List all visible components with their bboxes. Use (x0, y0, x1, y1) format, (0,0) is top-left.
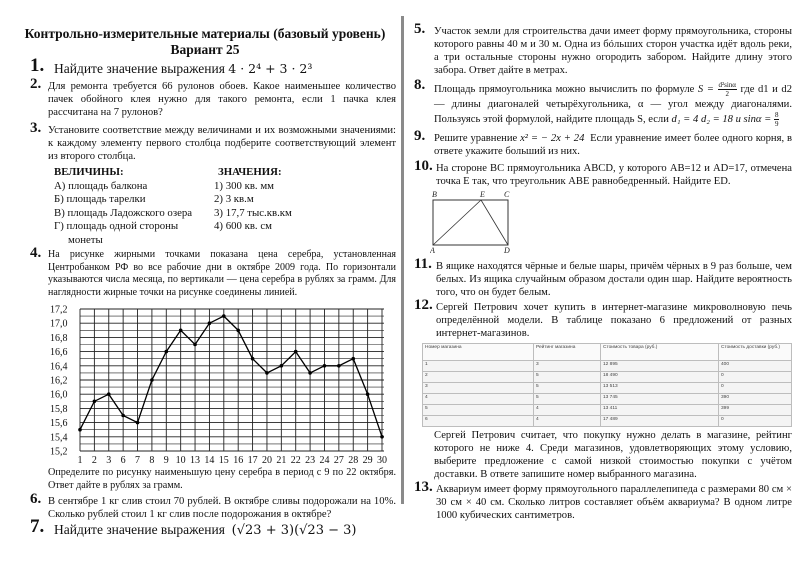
cell: 400 (719, 361, 792, 372)
question-text: Решите уравнение (434, 133, 518, 144)
question-10 (412, 158, 792, 188)
y-tick-label: 16,4 (50, 361, 68, 373)
data-point (323, 364, 327, 368)
question-text: Для ремонта требуется 66 рулонов обоев. Какое наименьшее количество пачек обойного клея нужно для такого ремонта, если 1 пачка клея рассчитана на 7 рулонов? (48, 81, 396, 118)
y-tick-label: 16,8 (50, 333, 68, 345)
data-point (78, 428, 82, 432)
cell: 5 (534, 372, 601, 383)
left-column (14, 26, 396, 540)
y-tick-label: 17,2 (50, 304, 68, 316)
item-b: Б) площадь тарелки (54, 193, 146, 205)
y-tick-label: 15,6 (50, 418, 68, 430)
item-v: В) площадь Ладожского озера (54, 206, 193, 219)
table-row (423, 372, 792, 383)
rectangle-diagram (430, 189, 792, 260)
segment-ed (481, 200, 508, 245)
x-tick-label: 28 (348, 455, 359, 467)
item-g-continued: монеты (68, 233, 103, 246)
item-a: А) площадь балкона (54, 179, 148, 192)
question-number: 6. (30, 491, 42, 508)
data-point (107, 393, 111, 397)
x-tick-label: 9 (163, 455, 169, 467)
x-tick-label: 7 (135, 455, 141, 467)
question-11 (412, 256, 792, 299)
cell: 13 513 (601, 383, 719, 394)
cell: 4 (534, 416, 601, 427)
question-number: 10. (414, 158, 433, 174)
rectangle-abcd (433, 200, 508, 245)
table-row (423, 361, 792, 372)
line-chart (20, 301, 392, 466)
question-number: 2. (30, 76, 42, 92)
value-2: 2) 3 кв.м (214, 193, 254, 205)
data-point (337, 364, 341, 368)
silver-price-chart (20, 301, 392, 466)
value-3: 3) 17,7 тыс.кв.км (214, 206, 292, 219)
right-column (412, 22, 792, 522)
question-text: Найдите значение выражения (54, 522, 225, 538)
cell: 0 (719, 372, 792, 383)
question-1 (14, 55, 396, 78)
question-number: 8. (414, 77, 426, 93)
math-expression: 4 · 2⁴ + 3 · 2³ (228, 61, 313, 76)
question-number: 3. (30, 120, 42, 136)
label-a: A (430, 246, 435, 255)
x-tick-label: 13 (190, 455, 201, 467)
condition-d1: d₁ = 4 (671, 113, 699, 125)
x-tick-label: 30 (377, 455, 387, 467)
data-point (121, 414, 125, 418)
y-tick-label: 17,0 (50, 319, 68, 331)
cell: 6 (423, 416, 534, 427)
question-text: На рисунке жирными точками показана цена серебра, установленная Центробанком РФ во все рабочие дни в октябре 2009 года. По горизонтали указываются числа месяца, по вертикали — цена серебра в рублях за грамм. Для наглядности жирные точки на рисунке соединены линией. (48, 249, 396, 298)
x-tick-label: 2 (91, 455, 97, 467)
column-a-header: ВЕЛИЧИНЫ: (54, 166, 124, 178)
x-tick-label: 1 (77, 455, 83, 467)
question-6 (14, 491, 396, 521)
question-number: 4. (30, 245, 42, 261)
variant-title: Вариант 25 (170, 42, 240, 57)
question-12 (412, 297, 792, 340)
cell: 13 411 (601, 405, 719, 416)
cell: 390 (719, 394, 792, 405)
y-tick-label: 15,2 (50, 446, 68, 458)
label-d: D (504, 246, 510, 255)
column-b-header: ЗНАЧЕНИЯ: (218, 166, 282, 178)
question-5 (412, 21, 792, 77)
header-cell: Рейтинг магазина (534, 344, 601, 361)
question-text-continued: Если уравнение имеет более одного корня, в ответе укажите больший из них. (434, 133, 792, 157)
question-7 (14, 516, 396, 540)
data-point (179, 329, 183, 333)
item-g: Г) площадь одной стороны (54, 220, 179, 232)
geometry-figure (430, 189, 550, 255)
cell: 18 490 (601, 372, 719, 383)
cell: 4 (534, 405, 601, 416)
data-point (294, 350, 298, 354)
page-title: Контрольно-измерительные материалы (базовый уровень) (24, 26, 386, 41)
x-tick-label: 10 (175, 455, 186, 467)
question-text: Участок земли для строительства дачи имеет форму прямоугольника, стороны которого равны 40 м и 30 м. Одна из бóльших сторон участка идёт вдоль реки, а три остальные стороны нужно огородить забором. Найдите длину этого забора. Ответ дайте в метрах. (434, 26, 792, 76)
question-text: На стороне BC прямоугольника ABCD, у которого AB=12 и AD=17, отмечена точка E так, что треугольник ABE равнобедренный. Найдите ED. (436, 163, 792, 187)
cell: 12 895 (601, 361, 719, 372)
cell: 3 (423, 383, 534, 394)
x-tick-label: 20 (261, 455, 272, 467)
question-8 (412, 77, 792, 128)
x-tick-label: 24 (319, 455, 330, 467)
data-point (136, 421, 140, 425)
table-row (423, 383, 792, 394)
header-cell: Номер магазина (423, 344, 534, 361)
table-header-row (423, 344, 792, 361)
x-tick-label: 16 (233, 455, 244, 467)
y-tick-label: 16,6 (50, 347, 68, 359)
table-row (423, 405, 792, 416)
equation: x² = − 2x + 24 (520, 133, 585, 144)
data-point (308, 371, 312, 375)
question-13 (412, 479, 792, 522)
cell: 1 (423, 361, 534, 372)
data-point (164, 350, 168, 354)
question-text: В сентябре 1 кг слив стоил 70 рублей. В октябре сливы подорожали на 10%. Сколько рублей стоил 1 кг слив после подорожания в октябре? (48, 496, 396, 521)
question-text: В ящике находятся чёрные и белые шары, причём чёрных в 9 раз больше, чем белых. Из ящика случайным образом достали один шар. Найдите вероятность того, что он будет белым. (436, 261, 792, 298)
question-text-continued: где d1 и d2 — длины диагоналей четырёхугольника, α — угол между диагоналями. Пользуясь этой формулой, найдите площадь S, если (434, 83, 792, 125)
cell: 4 (423, 394, 534, 405)
cell: 0 (719, 383, 792, 394)
question-3 (14, 120, 396, 163)
cell: 5 (423, 405, 534, 416)
matching-table (54, 166, 396, 247)
data-point (251, 357, 255, 361)
question-2 (14, 76, 396, 119)
question-number: 1. (30, 55, 45, 76)
question-4-prompt: Определите по рисунку наименьшую цену серебра в период с 9 по 22 октября. Ответ дайте в рублях за грамм. (48, 467, 396, 492)
x-tick-label: 27 (333, 455, 344, 467)
math-expression: (√23 + 3)(√23 − 3) (231, 523, 357, 539)
x-tick-label: 21 (276, 455, 287, 467)
x-tick-label: 8 (149, 455, 155, 467)
x-tick-label: 29 (362, 455, 373, 467)
label-c: C (504, 190, 510, 199)
data-point (193, 343, 197, 347)
data-point (351, 357, 355, 361)
cell: 0 (719, 416, 792, 427)
x-tick-label: 17 (247, 455, 258, 467)
question-number: 11. (414, 256, 432, 272)
question-text: Установите соответствие между величинами и их возможными значениями: к каждому элементу первого столбца подберите соответствующий элемент из второго столбца. (48, 125, 396, 162)
x-tick-label: 15 (218, 455, 229, 467)
y-tick-label: 16,2 (50, 375, 68, 387)
data-point (280, 364, 284, 368)
data-point (265, 371, 269, 375)
question-number: 7. (30, 516, 45, 538)
question-12-prompt: Сергей Петрович считает, что покупку нужно делать в магазине, рейтинг которого не ниже 4. Среди магазинов, удовлетворяющих этому условию, выберите предложение с самой низкой стоимостью покупки с учётом доставки. В ответе запишите номер выбранного магазина. (434, 430, 792, 480)
x-tick-label: 6 (120, 455, 126, 467)
cell: 17 489 (601, 416, 719, 427)
segment-ae (433, 200, 481, 245)
question-number: 9. (414, 128, 426, 144)
data-point (366, 393, 370, 397)
question-number: 12. (414, 297, 433, 313)
question-4 (14, 245, 396, 299)
x-tick-label: 3 (106, 455, 112, 467)
question-9 (412, 128, 792, 158)
data-point (222, 315, 226, 319)
cell: 5 (534, 394, 601, 405)
question-number: 5. (414, 21, 426, 37)
condition-d2: d₂ = 18 и sinα = (700, 113, 772, 125)
y-tick-label: 16,0 (50, 390, 68, 402)
data-point (93, 400, 97, 404)
cell: 2 (423, 372, 534, 383)
area-formula: S = $\frac{\text{d²sinα}}{2}$ (697, 81, 736, 98)
cell: 13 745 (601, 394, 719, 405)
question-text: Сергей Петрович хочет купить в интернет-магазине микроволновую печь определённой модели. В таблице показано 6 предложений от разных интернет-магазинов. (436, 302, 792, 339)
x-tick-label: 14 (204, 455, 215, 467)
value-1: 1) 300 кв. мм (214, 179, 274, 192)
column-divider (401, 16, 404, 504)
table-row (423, 394, 792, 405)
price-line (80, 316, 382, 437)
table-row (423, 416, 792, 427)
y-tick-label: 15,4 (50, 432, 68, 444)
shops-table (422, 343, 792, 427)
question-number: 13. (414, 479, 433, 495)
header-cell: Стоимость доставки (руб.) (719, 344, 792, 361)
data-point (208, 322, 212, 326)
cell: 5 (534, 383, 601, 394)
x-tick-label: 23 (305, 455, 316, 467)
question-text: Аквариум имеет форму прямоугольного параллелепипеда с размерами 80 см × 30 см × 40 см. Сколько литров составляет объём аквариума? В одном литре 1000 кубических сантиметров. (436, 484, 792, 521)
cell: 399 (719, 405, 792, 416)
sin-fraction: $\frac{8}{9}$ (774, 111, 779, 128)
label-e: E (480, 190, 485, 199)
data-point (150, 379, 154, 383)
y-tick-label: 15,8 (50, 404, 68, 416)
data-point (236, 329, 240, 333)
header-cell: Стоимость товара (руб.) (601, 344, 719, 361)
question-text: Площадь прямоугольника можно вычислить по формуле (434, 83, 695, 95)
value-4: 4) 600 кв. см (214, 220, 272, 232)
question-text: Найдите значение выражения (54, 61, 225, 76)
x-tick-label: 22 (290, 455, 301, 467)
label-b: B (432, 190, 437, 199)
cell: 3 (534, 361, 601, 372)
data-point (380, 435, 384, 439)
